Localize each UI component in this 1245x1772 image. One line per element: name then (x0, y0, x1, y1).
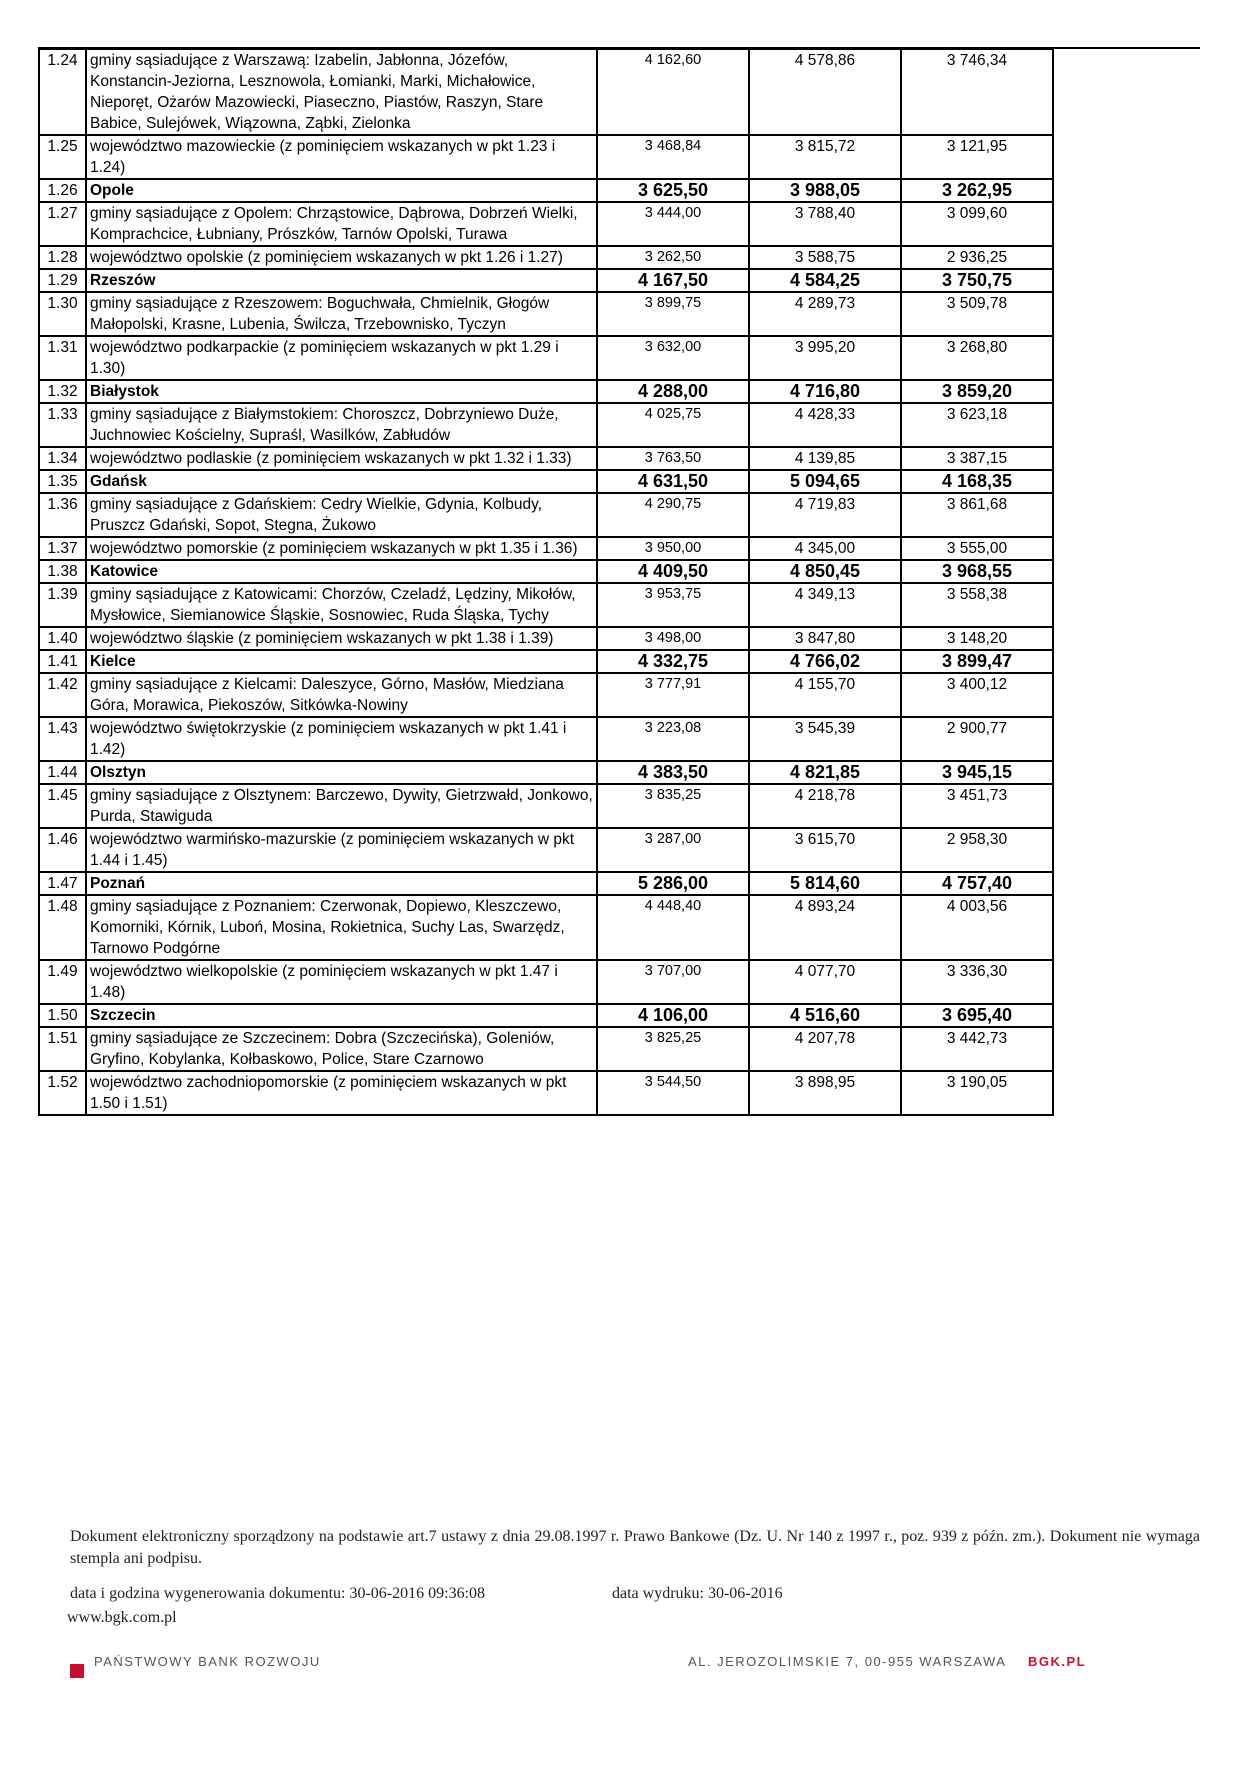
row-value-1: 4 409,50 (597, 560, 749, 583)
row-description: Rzeszów (86, 269, 597, 292)
row-value-2: 3 788,40 (749, 202, 901, 246)
row-value-2: 3 545,39 (749, 717, 901, 761)
row-description: gminy sąsiadujące z Rzeszowem: Boguchwała, Chmielnik, Głogów Małopolski, Krasne, Lubenia, Świlcza, Trzebownisko, Tyczyn (86, 292, 597, 336)
row-value-2: 4 289,73 (749, 292, 901, 336)
row-number: 1.32 (39, 380, 86, 403)
row-number: 1.26 (39, 179, 86, 202)
row-description: Szczecin (86, 1004, 597, 1027)
row-number: 1.33 (39, 403, 86, 447)
row-value-2: 4 428,33 (749, 403, 901, 447)
row-value-1: 4 288,00 (597, 380, 749, 403)
row-number: 1.39 (39, 583, 86, 627)
row-value-3: 3 190,05 (901, 1071, 1053, 1115)
row-number: 1.51 (39, 1027, 86, 1071)
row-value-1: 4 448,40 (597, 895, 749, 960)
row-description: województwo pomorskie (z pominięciem wskazanych w pkt 1.35 i 1.36) (86, 537, 597, 560)
row-value-1: 4 290,75 (597, 493, 749, 537)
row-description: Opole (86, 179, 597, 202)
row-value-3: 4 757,40 (901, 872, 1053, 895)
table-row (39, 784, 1053, 828)
row-value-1: 3 444,00 (597, 202, 749, 246)
row-number: 1.46 (39, 828, 86, 872)
row-value-3: 2 958,30 (901, 828, 1053, 872)
row-number: 1.47 (39, 872, 86, 895)
row-description: Katowice (86, 560, 597, 583)
row-value-2: 3 988,05 (749, 179, 901, 202)
row-number: 1.34 (39, 447, 86, 470)
row-value-2: 4 584,25 (749, 269, 901, 292)
row-value-2: 4 719,83 (749, 493, 901, 537)
row-value-3: 3 336,30 (901, 960, 1053, 1004)
row-number: 1.27 (39, 202, 86, 246)
row-number: 1.40 (39, 627, 86, 650)
row-value-3: 3 121,95 (901, 135, 1053, 179)
table-row (39, 537, 1053, 560)
row-value-3: 3 945,15 (901, 761, 1053, 784)
row-value-2: 3 847,80 (749, 627, 901, 650)
row-description: gminy sąsiadujące z Katowicami: Chorzów, Czeladź, Lędziny, Mikołów, Mysłowice, Siemianowice Śląskie, Sosnowiec, Ruda Śląska, Tychy (86, 583, 597, 627)
row-value-3: 3 509,78 (901, 292, 1053, 336)
row-description: gminy sąsiadujące ze Szczecinem: Dobra (Szczecińska), Goleniów, Gryfino, Kobylanka, Kołbaskowo, Police, Stare Czarnowo (86, 1027, 597, 1071)
row-value-3: 3 451,73 (901, 784, 1053, 828)
row-value-1: 4 631,50 (597, 470, 749, 493)
row-number: 1.42 (39, 673, 86, 717)
row-value-1: 4 332,75 (597, 650, 749, 673)
table-row-city (39, 560, 1053, 583)
table-row (39, 1071, 1053, 1115)
table-row (39, 627, 1053, 650)
row-number: 1.41 (39, 650, 86, 673)
row-value-2: 4 578,86 (749, 49, 901, 135)
row-value-2: 3 995,20 (749, 336, 901, 380)
row-value-2: 4 349,13 (749, 583, 901, 627)
table-row-city (39, 470, 1053, 493)
table-row (39, 202, 1053, 246)
table-row (39, 292, 1053, 336)
row-value-3: 4 003,56 (901, 895, 1053, 960)
website-link[interactable]: www.bgk.com.pl (67, 1609, 177, 1626)
row-description: województwo opolskie (z pominięciem wskazanych w pkt 1.26 i 1.27) (86, 246, 597, 269)
row-number: 1.52 (39, 1071, 86, 1115)
table-row-city (39, 380, 1053, 403)
row-value-2: 3 615,70 (749, 828, 901, 872)
row-description: gminy sąsiadujące z Opolem: Chrząstowice, Dąbrowa, Dobrzeń Wielki, Komprachcice, Łubniany, Prószków, Tarnów Opolski, Turawa (86, 202, 597, 246)
row-value-1: 3 625,50 (597, 179, 749, 202)
row-value-1: 3 262,50 (597, 246, 749, 269)
row-description: Kielce (86, 650, 597, 673)
row-description: województwo podkarpackie (z pominięciem wskazanych w pkt 1.29 i 1.30) (86, 336, 597, 380)
row-value-3: 3 859,20 (901, 380, 1053, 403)
row-value-1: 3 899,75 (597, 292, 749, 336)
row-value-2: 4 893,24 (749, 895, 901, 960)
row-description: Poznań (86, 872, 597, 895)
row-description: województwo świętokrzyskie (z pominięciem wskazanych w pkt 1.41 i 1.42) (86, 717, 597, 761)
row-description: gminy sąsiadujące z Kielcami: Daleszyce, Górno, Masłów, Miedziana Góra, Morawica, Piekoszów, Sitkówka-Nowiny (86, 673, 597, 717)
row-value-3: 3 442,73 (901, 1027, 1053, 1071)
bank-footer-bar (70, 1654, 1130, 1676)
row-value-1: 4 167,50 (597, 269, 749, 292)
table-row (39, 895, 1053, 960)
row-value-1: 3 825,25 (597, 1027, 749, 1071)
row-description: gminy sąsiadujące z Warszawą: Izabelin, Jabłonna, Józefów, Konstancin-Jeziorna, Lesznowola, Łomianki, Marki, Michałowice, Nieporęt, Ożarów Mazowiecki, Piaseczno, Piastów, Raszyn, Stare Babice, Sulejówek, Wiązowna, Ząbki, Zielonka (86, 49, 597, 135)
row-value-1: 3 707,00 (597, 960, 749, 1004)
row-description: województwo podlaskie (z pominięciem wskazanych w pkt 1.32 i 1.33) (86, 447, 597, 470)
table-row-city (39, 179, 1053, 202)
table-row (39, 336, 1053, 380)
table-row (39, 673, 1053, 717)
row-value-1: 3 223,08 (597, 717, 749, 761)
row-value-2: 4 850,45 (749, 560, 901, 583)
row-value-2: 5 094,65 (749, 470, 901, 493)
table-row (39, 717, 1053, 761)
table-row (39, 493, 1053, 537)
row-value-2: 4 766,02 (749, 650, 901, 673)
table-row-city (39, 761, 1053, 784)
row-description: gminy sąsiadujące z Poznaniem: Czerwonak, Dopiewo, Kleszczewo, Komorniki, Kórnik, Luboń, Mosina, Rokietnica, Suchy Las, Swarzędz, Tarnowo Podgórne (86, 895, 597, 960)
row-number: 1.49 (39, 960, 86, 1004)
table-row-city (39, 269, 1053, 292)
row-number: 1.35 (39, 470, 86, 493)
row-value-3: 3 558,38 (901, 583, 1053, 627)
row-value-2: 4 716,80 (749, 380, 901, 403)
table-row (39, 960, 1053, 1004)
row-value-1: 5 286,00 (597, 872, 749, 895)
generation-line (70, 1585, 1200, 1603)
row-value-2: 5 814,60 (749, 872, 901, 895)
rates-table-body (39, 49, 1053, 1115)
row-value-1: 4 025,75 (597, 403, 749, 447)
row-value-1: 3 835,25 (597, 784, 749, 828)
row-number: 1.50 (39, 1004, 86, 1027)
row-value-1: 3 950,00 (597, 537, 749, 560)
row-description: województwo śląskie (z pominięciem wskazanych w pkt 1.38 i 1.39) (86, 627, 597, 650)
row-value-2: 4 207,78 (749, 1027, 901, 1071)
row-description: gminy sąsiadujące z Olsztynem: Barczewo, Dywity, Gietrzwałd, Jonkowo, Purda, Stawiguda (86, 784, 597, 828)
row-number: 1.36 (39, 493, 86, 537)
generated-timestamp: data i godzina wygenerowania dokumentu: 30-06-2016 09:36:08 (70, 1585, 486, 1602)
table-row (39, 246, 1053, 269)
table-row-city (39, 872, 1053, 895)
row-value-1: 3 544,50 (597, 1071, 749, 1115)
row-value-3: 3 400,12 (901, 673, 1053, 717)
table-row-city (39, 1004, 1053, 1027)
table-row (39, 1027, 1053, 1071)
bank-address: AL. JEROZOLIMSKIE 7, 00-955 WARSZAWA (688, 1654, 1007, 1669)
bank-name: PAŃSTWOWY BANK ROZWOJU (94, 1654, 321, 1669)
row-value-3: 3 099,60 (901, 202, 1053, 246)
row-value-1: 3 287,00 (597, 828, 749, 872)
row-number: 1.29 (39, 269, 86, 292)
row-value-2: 4 139,85 (749, 447, 901, 470)
row-value-3: 3 148,20 (901, 627, 1053, 650)
row-value-2: 4 345,00 (749, 537, 901, 560)
row-number: 1.43 (39, 717, 86, 761)
row-value-2: 3 898,95 (749, 1071, 901, 1115)
row-value-3: 2 936,25 (901, 246, 1053, 269)
table-row (39, 135, 1053, 179)
row-value-3: 4 168,35 (901, 470, 1053, 493)
row-description: województwo warmińsko-mazurskie (z pominięciem wskazanych w pkt 1.44 i 1.45) (86, 828, 597, 872)
table-row-city (39, 650, 1053, 673)
table-row (39, 447, 1053, 470)
row-number: 1.30 (39, 292, 86, 336)
row-value-3: 2 900,77 (901, 717, 1053, 761)
row-value-3: 3 268,80 (901, 336, 1053, 380)
row-value-3: 3 695,40 (901, 1004, 1053, 1027)
row-description: województwo mazowieckie (z pominięciem wskazanych w pkt 1.23 i 1.24) (86, 135, 597, 179)
row-value-3: 3 746,34 (901, 49, 1053, 135)
print-date: data wydruku: 30-06-2016 (612, 1585, 783, 1602)
row-value-1: 4 106,00 (597, 1004, 749, 1027)
table-row (39, 49, 1053, 135)
row-value-3: 3 899,47 (901, 650, 1053, 673)
table-row (39, 403, 1053, 447)
row-value-1: 4 383,50 (597, 761, 749, 784)
row-description: gminy sąsiadujące z Gdańskiem: Cedry Wielkie, Gdynia, Kolbudy, Pruszcz Gdański, Sopot, Stegna, Żukowo (86, 493, 597, 537)
row-value-2: 4 155,70 (749, 673, 901, 717)
row-value-2: 3 815,72 (749, 135, 901, 179)
row-value-1: 3 632,00 (597, 336, 749, 380)
row-value-2: 3 588,75 (749, 246, 901, 269)
row-value-2: 4 077,70 (749, 960, 901, 1004)
row-value-3: 3 750,75 (901, 269, 1053, 292)
bank-url-link[interactable]: BGK.PL (1028, 1654, 1087, 1669)
row-number: 1.44 (39, 761, 86, 784)
row-number: 1.28 (39, 246, 86, 269)
row-value-3: 3 555,00 (901, 537, 1053, 560)
row-value-1: 3 953,75 (597, 583, 749, 627)
row-value-3: 3 387,15 (901, 447, 1053, 470)
row-value-3: 3 968,55 (901, 560, 1053, 583)
table-row (39, 828, 1053, 872)
legal-notice: Dokument elektroniczny sporządzony na podstawie art.7 ustawy z dnia 29.08.1997 r. Prawo Bankowe (Dz. U. Nr 140 z 1997 r., poz. 939 z późn. zm.). Dokument nie wymaga stempla ani podpisu. (70, 1528, 1200, 1567)
row-number: 1.37 (39, 537, 86, 560)
row-value-3: 3 262,95 (901, 179, 1053, 202)
row-description: Olsztyn (86, 761, 597, 784)
row-description: województwo wielkopolskie (z pominięciem wskazanych w pkt 1.47 i 1.48) (86, 960, 597, 1004)
row-description: Gdańsk (86, 470, 597, 493)
row-value-2: 4 218,78 (749, 784, 901, 828)
row-value-2: 4 821,85 (749, 761, 901, 784)
row-value-3: 3 623,18 (901, 403, 1053, 447)
row-number: 1.38 (39, 560, 86, 583)
rates-table (38, 48, 1054, 1116)
row-value-1: 4 162,60 (597, 49, 749, 135)
row-number: 1.25 (39, 135, 86, 179)
row-value-1: 3 763,50 (597, 447, 749, 470)
row-number: 1.48 (39, 895, 86, 960)
row-value-1: 3 498,00 (597, 627, 749, 650)
row-number: 1.24 (39, 49, 86, 135)
row-number: 1.45 (39, 784, 86, 828)
row-value-1: 3 777,91 (597, 673, 749, 717)
row-value-2: 4 516,60 (749, 1004, 901, 1027)
row-value-1: 3 468,84 (597, 135, 749, 179)
row-description: gminy sąsiadujące z Białymstokiem: Choroszcz, Dobrzyniewo Duże, Juchnowiec Kościelny, Supraśl, Wasilków, Zabłudów (86, 403, 597, 447)
row-description: województwo zachodniopomorskie (z pominięciem wskazanych w pkt 1.50 i 1.51) (86, 1071, 597, 1115)
table-row (39, 583, 1053, 627)
row-value-3: 3 861,68 (901, 493, 1053, 537)
bank-logo-square-icon (70, 1664, 84, 1678)
row-number: 1.31 (39, 336, 86, 380)
row-description: Białystok (86, 380, 597, 403)
